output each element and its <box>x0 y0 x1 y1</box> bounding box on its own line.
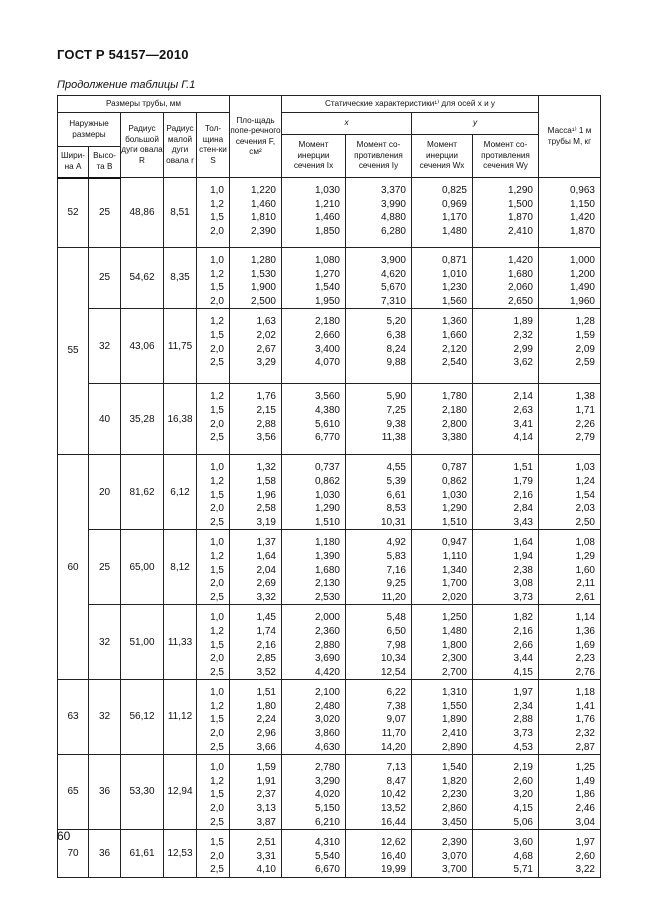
cell-iy: 6,22 7,38 9,07 11,70 14,20 <box>346 680 412 755</box>
cell-height-b: 32 <box>89 605 121 680</box>
cell-wx: 1,310 1,550 1,890 2,410 2,890 <box>412 680 473 755</box>
cell-height-b: 25 <box>89 178 121 248</box>
cell-iy: 4,55 5,39 6,61 8,53 10,31 <box>346 455 412 530</box>
header-mass: Масса¹⁾ 1 м трубы M, кг <box>539 96 601 178</box>
cell-radius-big: 56,12 <box>121 680 164 755</box>
cell-height-b: 32 <box>89 680 121 755</box>
cell-radius-small: 6,12 <box>164 455 197 530</box>
table-row <box>58 830 601 878</box>
header-wall-thickness: Тол-щина стен-ки S <box>197 113 230 178</box>
cell-wy: 2,19 2,60 3,20 4,15 5,06 <box>473 755 539 830</box>
cell-iy: 3,370 3,990 4,880 6,280 <box>346 178 412 248</box>
cell-wall: 1,2 1,5 2,0 2,5 <box>197 384 230 455</box>
cell-radius-big: 54,62 <box>121 248 164 309</box>
cell-ix: 2,180 2,660 3,400 4,070 <box>282 309 346 384</box>
cell-wy: 1,89 2,32 2,99 3,62 <box>473 309 539 384</box>
cell-iy: 7,13 8,47 10,42 13,52 16,44 <box>346 755 412 830</box>
cell-wall: 1,5 2,0 2,5 <box>197 830 230 878</box>
table-row <box>58 384 601 455</box>
table-row <box>58 178 601 248</box>
cell-radius-small: 11,12 <box>164 680 197 755</box>
cell-area: 1,51 1,80 2,24 2,96 3,66 <box>230 680 282 755</box>
cell-wx: 0,871 1,010 1,230 1,560 <box>412 248 473 309</box>
document-code: ГОСТ Р 54157—2010 <box>57 47 189 62</box>
cell-radius-small: 11,33 <box>164 605 197 680</box>
cell-ix: 2,000 2,360 2,880 3,690 4,420 <box>282 605 346 680</box>
pipe-characteristics-table <box>57 95 601 878</box>
cell-mass: 1,25 1,49 1,86 2,46 3,04 <box>539 755 601 830</box>
cell-ix: 2,780 3,290 4,020 5,150 6,210 <box>282 755 346 830</box>
cell-wy: 2,14 2,63 3,41 4,14 <box>473 384 539 455</box>
cell-width-a: 60 <box>58 455 89 680</box>
cell-wall: 1,0 1,2 1,5 2,0 <box>197 178 230 248</box>
cell-wy: 3,60 4,68 5,71 <box>473 830 539 878</box>
header-area: Пло-щадь попе-речного сечения F, см² <box>230 96 282 178</box>
cell-height-b: 32 <box>89 309 121 384</box>
cell-width-a: 70 <box>58 830 89 878</box>
cell-radius-small: 8,35 <box>164 248 197 309</box>
cell-wy: 1,97 2,34 2,88 3,73 4,53 <box>473 680 539 755</box>
cell-wx: 1,780 2,180 2,800 3,380 <box>412 384 473 455</box>
cell-wx: 2,390 3,070 3,700 <box>412 830 473 878</box>
cell-height-b: 25 <box>89 248 121 309</box>
cell-mass: 1,18 1,41 1,76 2,32 2,87 <box>539 680 601 755</box>
table-row <box>58 248 601 309</box>
header-height: Высо-та B <box>89 147 121 178</box>
cell-wall: 1,0 1,2 1,5 2,0 2,5 <box>197 605 230 680</box>
header-width: Шири-на A <box>58 147 89 178</box>
cell-iy: 5,90 7,25 9,38 11,38 <box>346 384 412 455</box>
cell-height-b: 36 <box>89 755 121 830</box>
cell-iy: 5,20 6,38 8,24 9,88 <box>346 309 412 384</box>
cell-radius-big: 43,06 <box>121 309 164 384</box>
cell-wall: 1,0 1,2 1,5 2,0 2,5 <box>197 455 230 530</box>
cell-area: 1,280 1,530 1,900 2,500 <box>230 248 282 309</box>
cell-mass: 1,14 1,36 1,69 2,23 2,76 <box>539 605 601 680</box>
cell-radius-small: 12,53 <box>164 830 197 878</box>
cell-radius-small: 12,94 <box>164 755 197 830</box>
cell-ix: 1,030 1,210 1,460 1,850 <box>282 178 346 248</box>
cell-iy: 12,62 16,40 19,99 <box>346 830 412 878</box>
table-row <box>58 680 601 755</box>
cell-wall: 1,2 1,5 2,0 2,5 <box>197 309 230 384</box>
cell-width-a: 52 <box>58 178 89 248</box>
cell-mass: 1,08 1,29 1,60 2,11 2,61 <box>539 530 601 605</box>
cell-mass: 1,28 1,59 2,09 2,59 <box>539 309 601 384</box>
cell-width-a: 63 <box>58 680 89 755</box>
cell-area: 1,45 1,74 2,16 2,85 3,52 <box>230 605 282 680</box>
cell-radius-small: 8,51 <box>164 178 197 248</box>
table-row <box>58 755 601 830</box>
cell-area: 2,51 3,31 4,10 <box>230 830 282 878</box>
header-radius-big: Радиус большой дуги овала R <box>121 113 164 178</box>
cell-wy: 1,82 2,16 2,66 3,44 4,15 <box>473 605 539 680</box>
cell-wx: 1,540 1,820 2,230 2,860 3,450 <box>412 755 473 830</box>
cell-radius-big: 48,86 <box>121 178 164 248</box>
cell-wy: 1,64 1,94 2,38 3,08 3,73 <box>473 530 539 605</box>
page-number: 60 <box>57 829 71 843</box>
cell-ix: 3,560 4,380 5,610 6,770 <box>282 384 346 455</box>
cell-ix: 0,737 0,862 1,030 1,290 1,510 <box>282 455 346 530</box>
cell-iy: 5,48 6,50 7,98 10,34 12,54 <box>346 605 412 680</box>
header-inertia-x: Момент инерции сечения Ix <box>282 135 346 178</box>
cell-ix: 1,180 1,390 1,680 2,130 2,530 <box>282 530 346 605</box>
cell-mass: 1,03 1,24 1,54 2,03 2,50 <box>539 455 601 530</box>
cell-height-b: 40 <box>89 384 121 455</box>
cell-iy: 3,900 4,620 5,670 7,310 <box>346 248 412 309</box>
cell-radius-big: 65,00 <box>121 530 164 605</box>
cell-iy: 4,92 5,83 7,16 9,25 11,20 <box>346 530 412 605</box>
cell-radius-small: 8,12 <box>164 530 197 605</box>
header-radius-small: Радиус малой дуги овала r <box>164 113 197 178</box>
table-row <box>58 530 601 605</box>
cell-area: 1,220 1,460 1,810 2,390 <box>230 178 282 248</box>
cell-area: 1,59 1,91 2,37 3,13 3,87 <box>230 755 282 830</box>
cell-wy: 1,420 1,680 2,060 2,650 <box>473 248 539 309</box>
cell-wall: 1,0 1,2 1,5 2,0 <box>197 248 230 309</box>
cell-mass: 1,38 1,71 2,26 2,79 <box>539 384 601 455</box>
cell-area: 1,32 1,58 1,96 2,58 3,19 <box>230 455 282 530</box>
cell-radius-small: 16,38 <box>164 384 197 455</box>
cell-height-b: 25 <box>89 530 121 605</box>
cell-area: 1,37 1,64 2,04 2,69 3,32 <box>230 530 282 605</box>
cell-wall: 1,0 1,2 1,5 2,0 2,5 <box>197 530 230 605</box>
cell-ix: 1,080 1,270 1,540 1,950 <box>282 248 346 309</box>
cell-area: 1,76 2,15 2,88 3,56 <box>230 384 282 455</box>
table-row <box>58 455 601 530</box>
cell-radius-big: 35,28 <box>121 384 164 455</box>
table-caption: Продолжение таблицы Г.1 <box>57 79 196 91</box>
cell-wy: 1,51 1,79 2,16 2,84 3,43 <box>473 455 539 530</box>
cell-radius-big: 51,00 <box>121 605 164 680</box>
cell-radius-big: 61,61 <box>121 830 164 878</box>
table-row <box>58 309 601 384</box>
cell-wx: 0,825 0,969 1,170 1,480 <box>412 178 473 248</box>
cell-width-a: 65 <box>58 755 89 830</box>
cell-radius-big: 81,62 <box>121 455 164 530</box>
cell-ix: 2,100 2,480 3,020 3,860 4,630 <box>282 680 346 755</box>
cell-area: 1,63 2,02 2,67 3,29 <box>230 309 282 384</box>
cell-mass: 1,97 2,60 3,22 <box>539 830 601 878</box>
cell-wx: 1,360 1,660 2,120 2,540 <box>412 309 473 384</box>
header-resistance-wy: Момент со-противления сечения Wy <box>473 135 539 178</box>
cell-height-b: 36 <box>89 830 121 878</box>
cell-wx: 0,947 1,110 1,340 1,700 2,020 <box>412 530 473 605</box>
header-outer-sizes: Наружные размеры <box>58 113 121 147</box>
cell-wx: 0,787 0,862 1,030 1,290 1,510 <box>412 455 473 530</box>
header-inertia-wx: Момент инерции сечения Wx <box>412 135 473 178</box>
cell-height-b: 20 <box>89 455 121 530</box>
cell-ix: 4,310 5,540 6,670 <box>282 830 346 878</box>
table-row <box>58 605 601 680</box>
cell-radius-big: 53,30 <box>121 755 164 830</box>
cell-wy: 1,290 1,500 1,870 2,410 <box>473 178 539 248</box>
cell-radius-small: 11,75 <box>164 309 197 384</box>
header-resistance-y: Момент со-противления сечения Iy <box>346 135 412 178</box>
cell-mass: 0,963 1,150 1,420 1,870 <box>539 178 601 248</box>
header-axis-y: y <box>412 113 539 135</box>
cell-width-a: 55 <box>58 248 89 455</box>
header-axis-x: x <box>282 113 412 135</box>
header-static-characteristics: Статические характеристики¹⁾ для осей x и y <box>282 96 539 113</box>
cell-wall: 1,0 1,2 1,5 2,0 2,5 <box>197 755 230 830</box>
cell-wall: 1,0 1,2 1,5 2,0 2,5 <box>197 680 230 755</box>
cell-wx: 1,250 1,480 1,800 2,300 2,700 <box>412 605 473 680</box>
header-pipe-sizes: Размеры трубы, мм <box>58 96 230 113</box>
cell-mass: 1,000 1,200 1,490 1,960 <box>539 248 601 309</box>
